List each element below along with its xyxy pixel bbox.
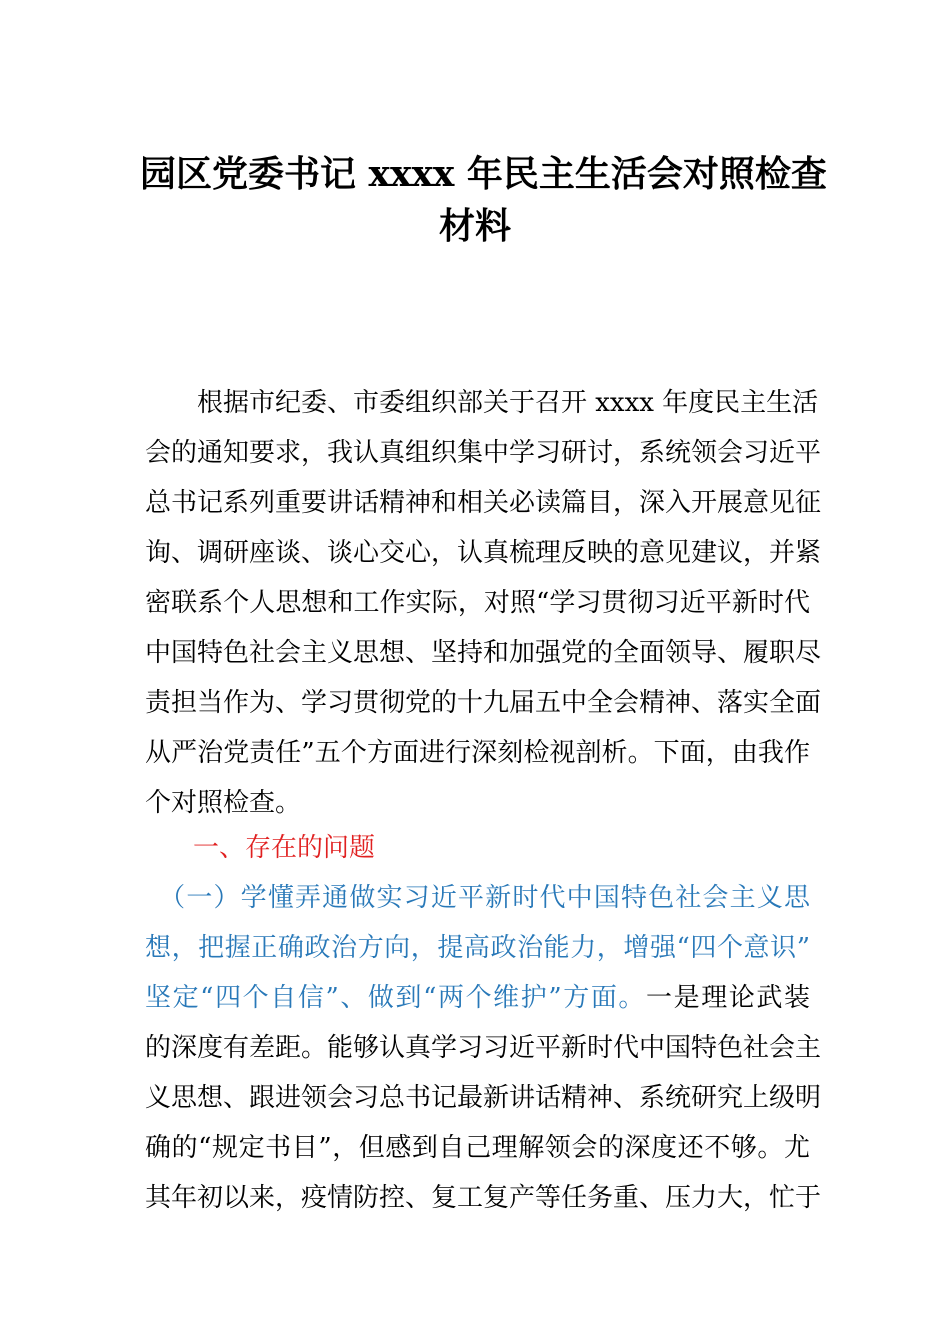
text-line: 根据市纪委、市委组织部关于召开 xxxx 年度民主生活 <box>145 388 819 418</box>
text-line: 责担当作为、学习贯彻党的十九届五中全会精神、落实全面 <box>145 688 822 718</box>
paragraph-section-1 <box>145 873 822 1223</box>
text-line: 确的“规定书目”，但感到自己理解领会的深度还不够。尤 <box>145 1133 810 1163</box>
text-line: 其年初以来，疫情防控、复工复产等任务重、压力大，忙于 <box>145 1183 822 1213</box>
text-line: 的深度有差距。能够认真学习习近平新时代中国特色社会主 <box>145 1033 822 1063</box>
subheading-line-end: 坚定“四个自信”、做到“两个维护”方面。 <box>145 983 647 1013</box>
text-segment: 一是理论武装 <box>646 983 810 1013</box>
text-line: 个对照检查。 <box>145 788 302 818</box>
text-line: 会的通知要求，我认真组织集中学习研讨，系统领会习近平 <box>145 438 822 468</box>
mixed-line <box>145 973 810 1023</box>
subheading-line: （一）学懂弄通做实习近平新时代中国特色社会主义思 <box>145 883 810 913</box>
document-title <box>140 148 827 252</box>
text-line: 从严治党责任”五个方面进行深刻检视剖析。下面，由我作 <box>145 738 810 768</box>
text-line: 询、调研座谈、谈心交心，认真梳理反映的意见建议，并紧 <box>145 538 822 568</box>
title-line-2: 材料 <box>438 205 511 247</box>
subheading-line: 想，把握正确政治方向，提高政治能力，增强“四个意识” <box>145 933 810 963</box>
section-heading: 一、存在的问题 <box>193 833 376 863</box>
title-line-1: 园区党委书记 xxxx 年民主生活会对照检查 <box>140 153 827 195</box>
paragraph-intro <box>145 378 822 828</box>
text-line: 义思想、跟进领会习总书记最新讲话精神、系统研究上级明 <box>145 1083 822 1113</box>
text-line: 中国特色社会主义思想、坚持和加强党的全面领导、履职尽 <box>145 638 822 668</box>
text-line: 密联系个人思想和工作实际，对照“学习贯彻习近平新时代 <box>145 588 810 618</box>
text-line: 总书记系列重要讲话精神和相关必读篇目，深入开展意见征 <box>145 488 822 518</box>
